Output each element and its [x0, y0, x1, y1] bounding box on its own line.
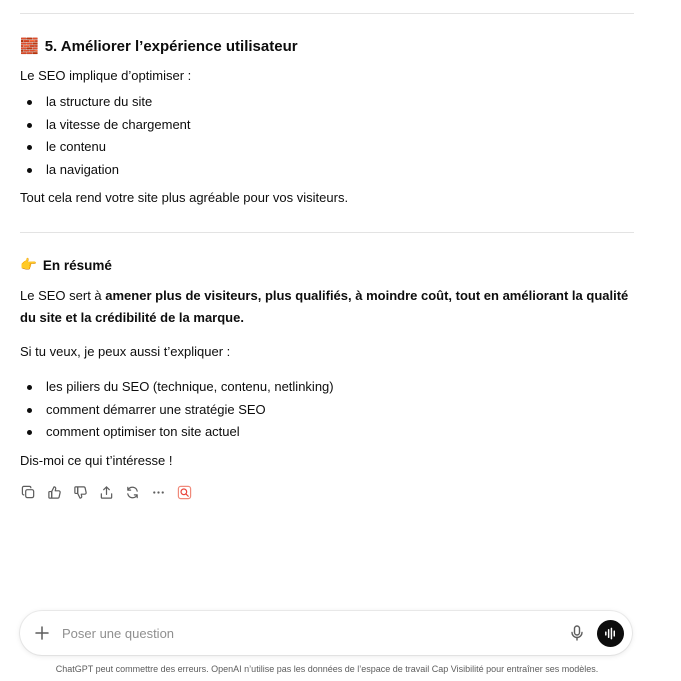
share-icon[interactable]: [97, 484, 116, 501]
section-5-conclusion: Tout cela rend votre site plus agréable pour vos visiteurs.: [20, 190, 349, 205]
microphone-icon[interactable]: [568, 624, 586, 642]
thumbs-down-icon[interactable]: [71, 484, 90, 501]
thumbs-up-icon[interactable]: [45, 484, 64, 501]
section-5-title: 5. Améliorer l’expérience utilisateur: [44, 37, 298, 55]
copy-icon[interactable]: [19, 484, 38, 501]
message-actions: [19, 484, 194, 501]
list-item: les piliers du SEO (technique, contenu, netlinking): [20, 376, 334, 399]
summary-statement: [20, 285, 640, 329]
section-5-list: [20, 91, 191, 181]
top-divider: [20, 13, 634, 14]
more-icon[interactable]: [149, 484, 168, 501]
summary-title: En résumé: [42, 257, 112, 273]
list-item: la structure du site: [20, 91, 191, 114]
summary-heading: [20, 257, 112, 273]
question-input[interactable]: [62, 623, 542, 643]
summary-lead: Le SEO sert à: [20, 288, 106, 303]
list-item: la vitesse de chargement: [20, 114, 191, 137]
voice-mode-button[interactable]: [597, 620, 624, 647]
section-5-heading: [20, 37, 298, 55]
message-composer: [20, 611, 632, 655]
list-item: comment optimiser ton site actuel: [20, 421, 334, 444]
list-item: la navigation: [20, 159, 191, 182]
list-item: comment démarrer une stratégie SEO: [20, 399, 334, 422]
summary-closing: Dis-moi ce qui t’intéresse !: [20, 453, 173, 468]
summary-offer: Si tu veux, je peux aussi t’expliquer :: [20, 344, 231, 359]
middle-divider: [20, 232, 634, 233]
plus-icon[interactable]: [32, 623, 52, 643]
brick-icon: 🧱: [20, 38, 39, 55]
pointing-hand-icon: 👉: [20, 257, 37, 272]
audio-wave-icon: [603, 626, 618, 641]
regenerate-icon[interactable]: [123, 484, 142, 501]
search-tool-icon[interactable]: [175, 484, 194, 501]
section-5-intro: Le SEO implique d’optimiser :: [20, 68, 192, 83]
summary-bold: amener plus de visiteurs, plus qualifiés, à moindre coût, tout en améliorant la qualité du site et la crédibilité de la marque.: [20, 288, 629, 325]
summary-list: [20, 376, 334, 444]
footer-disclaimer: ChatGPT peut commettre des erreurs. OpenAI n’utilise pas les données de l’espace de travail Cap Visibilité pour entraîner ses modèles.: [55, 664, 599, 674]
list-item: le contenu: [20, 136, 191, 159]
